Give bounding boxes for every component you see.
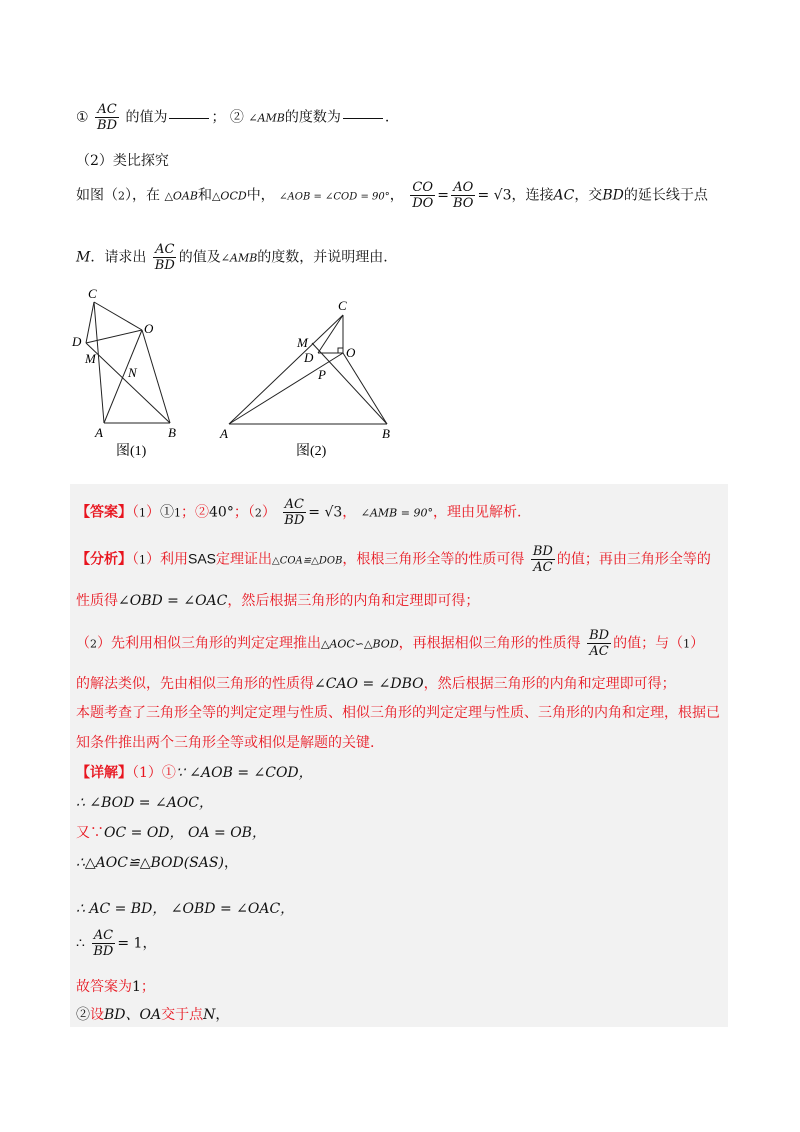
label-b: B	[382, 426, 390, 441]
label-n: N	[128, 365, 137, 380]
segment-do	[86, 330, 142, 343]
segment-cd	[86, 302, 94, 343]
label-c: C	[338, 298, 347, 313]
detail-line-3: 又∵OC = OD， OA = OB，	[76, 825, 266, 841]
fraction-bd-ac: $\frac{BD}{AC}$	[532, 544, 553, 575]
label-d: D	[72, 334, 82, 349]
detail-line-4: ∴△AOC≌△BOD(SAS)，	[76, 855, 238, 871]
label-c: C	[88, 286, 97, 301]
label-o: O	[144, 321, 154, 336]
answer-line: 【答案】（1）①1；②40°；（2） $\frac{AC}{BD}$ = √3， ∠AMB = 90°，理由见解析.	[76, 497, 522, 528]
label-m: M	[297, 335, 308, 350]
segment-db	[86, 343, 170, 423]
fraction-ac-bd-answer: $\frac{AC}{BD}$	[284, 497, 305, 528]
segment-dc	[318, 315, 343, 353]
analysis-line-2: 性质得∠OBD = ∠OAC，然后根据三角形的内角和定理即可得；	[76, 593, 480, 609]
detail-line-5: ∴ AC = BD， ∠OBD = ∠OAC，	[76, 901, 295, 917]
figure-2-caption: 图(2)	[296, 444, 327, 459]
segment-oa	[229, 353, 343, 424]
question-2-title: （2）类比探究	[76, 153, 169, 169]
question-1-line: ① $\frac{AC}{BD}$ 的值为 ； ② ∠AMB的度数为 .	[76, 102, 390, 133]
fraction-ao-bo: $\frac{AO}{BO}$	[453, 180, 474, 211]
segment-co	[94, 302, 142, 330]
label-p: P	[318, 367, 326, 382]
label-o: O	[346, 345, 356, 360]
label-b: B	[168, 425, 176, 440]
segment-ob	[343, 353, 387, 424]
answer-blank	[343, 117, 383, 119]
answer-blank	[169, 117, 209, 119]
label-a: A	[95, 425, 103, 440]
figure-1-caption: 图(1)	[116, 444, 147, 459]
right-angle-mark	[338, 348, 343, 353]
label-d: D	[304, 350, 314, 365]
label-m: M	[85, 351, 96, 366]
analysis-line-3: （2）先利用相似三角形的判定定理推出△AOC∽△BOD，再根据相似三角形的性质得 $\frac{BD}{AC}$ 的值；与（1）	[76, 628, 705, 659]
fraction-co-do: $\frac{CO}{DO}$	[412, 180, 434, 211]
label-a: A	[220, 426, 228, 441]
detail-line-7: 故答案为1；	[76, 979, 155, 995]
fraction-ac-bd-2: $\frac{AC}{BD}$	[154, 242, 175, 273]
analysis-line-6: 知条件推出两个三角形全等或相似是解题的关键.	[76, 735, 375, 751]
fraction-ac-bd-detail: $\frac{AC}{BD}$	[93, 928, 114, 959]
analysis-line-1: 【分析】（1）利用SAS定理证出△COA≌△DOB，根根三角形全等的性质可得 $\frac{BD}{AC}$ 的值；再由三角形全等的	[76, 544, 711, 575]
figure-1-diagram	[68, 285, 198, 460]
detail-line-6: ∴ $\frac{AC}{BD}$ = 1，	[76, 928, 157, 959]
analysis-line-4: 的解法类似，先由相似三角形的性质得∠CAO = ∠DBO，然后根据三角形的内角和定理即可得；	[76, 676, 676, 692]
fraction-ac-bd: $\frac{AC}{BD}$	[97, 102, 117, 133]
figure-2-diagram	[212, 295, 402, 460]
analysis-line-5: 本题考查了三角形全等的判定定理与性质、相似三角形的判定定理与性质、三角形的内角和定理，根据已	[76, 705, 720, 721]
detail-line-8: ②设BD、OA交于点N，	[76, 1007, 230, 1023]
detail-line-2: ∴ ∠BOD = ∠AOC，	[76, 795, 213, 811]
question-2-line-2: M．请求出 $\frac{AC}{BD}$ 的值及∠AMB的度数，并说明理由.	[76, 242, 388, 273]
question-2-line-1: 如图（2），在 △OAB和△OCD中， ∠AOB = ∠COD = 90°， $\frac{CO}{DO}$ = $\frac{AO}{BO}$ = √3，连接AC，交BD的延长线于点	[76, 180, 708, 211]
detail-line-1: 【详解】（1）①∵ ∠AOB = ∠COD，	[76, 765, 313, 781]
fraction-bd-ac-2: $\frac{BD}{AC}$	[589, 628, 610, 659]
